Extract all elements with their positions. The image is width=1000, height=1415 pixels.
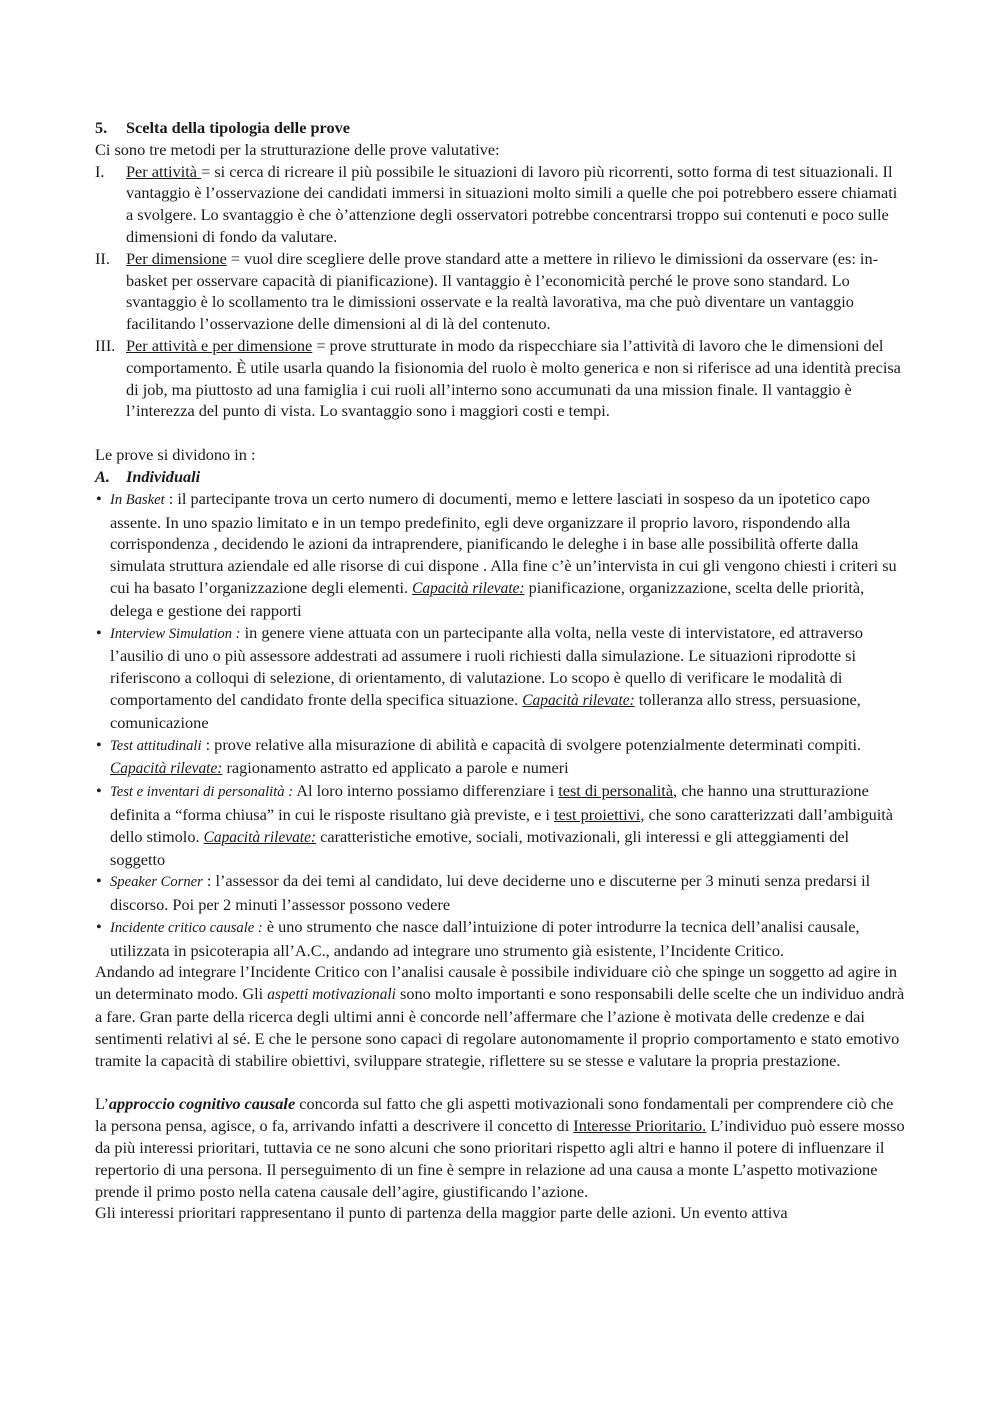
test-di-personalita-term: test di personalità [558, 781, 674, 801]
method-term: Per attività e per dimensione [126, 335, 313, 355]
test-item-attitudinali [95, 734, 908, 781]
capacita-text: tolleranza allo stress, persuasione, comunicazione [110, 689, 861, 732]
test-term: In Basket [110, 491, 165, 508]
paragraph-text: L’individuo può essere mosso da più interessi prioritari, tuttavia ce ne sono alcuni che sono prioritari rispetto agli altri e hanno il potere di influenzare il repertorio di una persona. Il perseguimento di un fine è sempre in relazione ad una causa a monte L’aspetto motivazione prende il primo posto nella catena causale dell’agire, giustificando l’azione. [95, 1116, 905, 1201]
subsection-title-text: Individuali [126, 466, 201, 486]
test-term: Incidente critico causale : [110, 919, 263, 936]
test-item-personalita [95, 780, 908, 870]
section-title [95, 117, 908, 139]
paragraph-text: concorda sul fatto che gli aspetti motivazionali sono fondamentali per comprendere ciò che la persona pensa, agisce, o fa, arrivando infatti a descrivere il concetto di [95, 1094, 894, 1136]
paragraph-gap [95, 1071, 908, 1093]
approccio-cognitivo-term: approccio cognitivo causale [108, 1094, 296, 1114]
test-term: Speaker Corner [110, 874, 203, 891]
test-text: : l’assessor da dei temi al candidato, lui deve deciderne uno e discuterne per 3 minuti senza predarsi il discorso. Poi per 2 minuti l’assessor possono vedere [110, 871, 871, 915]
test-text: , che hanno una strutturazione definita a “forma chiusa” in cui le risposte risultano già previste, e i [110, 781, 869, 824]
method-text: = si cerca di ricreare il più possibile le situazioni di lavoro più ricorrenti, sotto forma di test situazionali. Il vantaggio è l’osservazione dei candidati immersi in situazioni molto simili a quelle che poi potrebbero essere chiamati a svolgere. Lo svantaggio è che ò’attenzione degli osservatori potrebbe concentrarsi troppo sui contenuti e poco sulle dimensioni di fondo da valutare. [126, 161, 898, 246]
method-marker: III. [95, 335, 116, 355]
paragraph-text: L’ [95, 1094, 109, 1114]
interesse-prioritario-term: Interesse Prioritario. [573, 1116, 707, 1136]
bullet-icon: • [96, 734, 102, 754]
prove-intro: Le prove si dividono in : [95, 445, 256, 465]
test-item-in-basket [95, 488, 908, 622]
capacita-label: Capacità rilevate: [203, 828, 317, 846]
test-text: Al loro interno possiamo differenziare i [293, 781, 559, 801]
test-item-interview-simulation [95, 622, 908, 734]
test-term: Test attitudinali [110, 737, 202, 754]
paragraph-text: Andando ad integrare l’Incidente Critico con l’analisi causale è possibile individuare ciò che spinge un soggetto ad agire in un determinato modo. Gli [95, 962, 898, 1004]
method-term: Per dimensione [126, 248, 227, 268]
bullet-icon: • [96, 781, 102, 801]
capacita-text: pianificazione, organizzazione, scelta delle priorità, delega e gestione dei rapporti [110, 577, 865, 620]
test-term: Interview Simulation : [110, 625, 241, 642]
subsection-letter: A. [95, 466, 110, 486]
test-term: Test e inventari di personalità : [110, 784, 294, 801]
test-text: è uno strumento che nasce dall’intuizione di poter introdurre la tecnica dell’analisi causale, utilizzata in psicoterapia all’A.C., andando ad integrare uno strumento già esistente, l’Incidente Critico. [110, 916, 860, 960]
test-text: : prove relative alla misurazione di abilità e capacità di svolgere potenzialmente determinati compiti. [201, 734, 862, 754]
method-item [95, 248, 908, 335]
bullet-icon: • [96, 871, 102, 891]
method-marker: II. [95, 248, 110, 268]
test-item-incidente-critico [95, 916, 908, 962]
method-term: Per attività [126, 161, 202, 181]
paragraph-gap [95, 422, 908, 444]
capacita-text: caratteristiche emotive, sociali, motivazionali, gli interessi e gli atteggiamenti del soggetto [110, 826, 850, 869]
test-text: , che sono caratterizzati dall’ambiguità dello stimolo. [110, 804, 894, 846]
methods-list [95, 161, 908, 423]
bullet-icon: • [96, 622, 102, 642]
paragraph-analisi-causale [95, 961, 908, 1071]
capacita-label: Capacità rilevate: [412, 579, 525, 597]
capacita-text: ragionamento astratto ed applicato a parole e numeri [222, 758, 569, 778]
test-proiettivi-term: test proiettivi [553, 804, 641, 824]
subsection-title [95, 466, 908, 488]
method-item [95, 161, 908, 248]
paragraph-interessi-prioritari: Gli interessi prioritari rappresentano il punto di partenza della maggior parte delle azioni. Un evento attiva [95, 1203, 788, 1223]
method-text: = prove strutturate in modo da rispecchiare sia l’attività di lavoro che le dimensioni del comportamento. È utile usarla quando la fisionomia del ruolo è molto generica e non si riferisce ad una identità precisa di job, ma piuttosto ad una famiglia i cui ruoli all’interno sono accumunati da una mission finale. Il vantaggio è l’interezza del punto di vista. Lo svantaggio sono i maggiori costi e tempi. [126, 335, 901, 421]
test-item-speaker-corner [95, 870, 908, 916]
bullet-icon: • [96, 916, 102, 936]
individual-tests-list [95, 488, 908, 962]
method-marker: I. [95, 161, 105, 181]
section-title-text: Scelta della tipologia delle prove [126, 118, 351, 137]
bullet-icon: • [96, 488, 102, 508]
test-text: : il partecipante trova un certo numero di documenti, memo e lettere lasciati in sospeso da un ipotetico capo assente. In uno spazio limitato e in un tempo predefinito, egli deve organizzare il proprio lavoro, rispondendo alla corrispondenza , decidendo le azioni da intraprendere, pianificando le deleghe i in base alle possibilità offerte dalla simulata struttura aziendale ed alle risorse di cui dispone . Alla fine c’è un’intervista in cui gli vengono chiesti i criteri su cui ha basato l’organizzazione degli elementi. [110, 488, 897, 597]
aspetti-motivazionali-term: aspetti motivazionali [267, 986, 396, 1004]
test-text: in genere viene attuata con un partecipante alla volta, nella veste di intervistatore, ed attraverso l’ausilio di uno o più assessore addestrati ad assumere i ruoli richiesti dalla simulazione. Le situazioni riprodotte si riferiscono a colloqui di selezione, di orientamento, di valutazione. Lo scopo è quello di verificare le modalità di comportamento del candidato fronte della specifica situazione. [110, 622, 864, 709]
capacita-label: Capacità rilevate: [110, 760, 223, 778]
method-item [95, 335, 908, 422]
method-text: = vuol dire scegliere delle prove standard atte a mettere in rilievo le dimissioni da osservare (es: in-basket per osservare capacità di pianificazione). Il vantaggio è l’economicità perché le prove sono standard. Lo svantaggio è lo scollamento tra le dimissioni osservate e la realtà lavorativa, ma che può diventare un vantaggio facilitando l’osservazione delle dimensioni al di là del contenuto. [126, 248, 879, 334]
section-number: 5. [95, 118, 108, 137]
section-intro: Ci sono tre metodi per la strutturazione delle prove valutative: [95, 139, 500, 159]
paragraph-approccio-cognitivo [95, 1093, 908, 1202]
capacita-label: Capacità rilevate: [522, 691, 635, 709]
paragraph-text: sono molto importanti e sono responsabili delle scelte che un individuo andrà a fare. Gran parte della ricerca degli ultimi anni è concorde nell’affermare che l’azione è motivata delle credenze e dai sentimenti relativi al sé. E che le persone sono capaci di regolare autonomamente il proprio comportamento e stato emotivo tramite la capacità di stabilire obiettivi, sviluppare strategie, riflettere su se stesse e valutare la propria prestazione. [95, 984, 905, 1070]
